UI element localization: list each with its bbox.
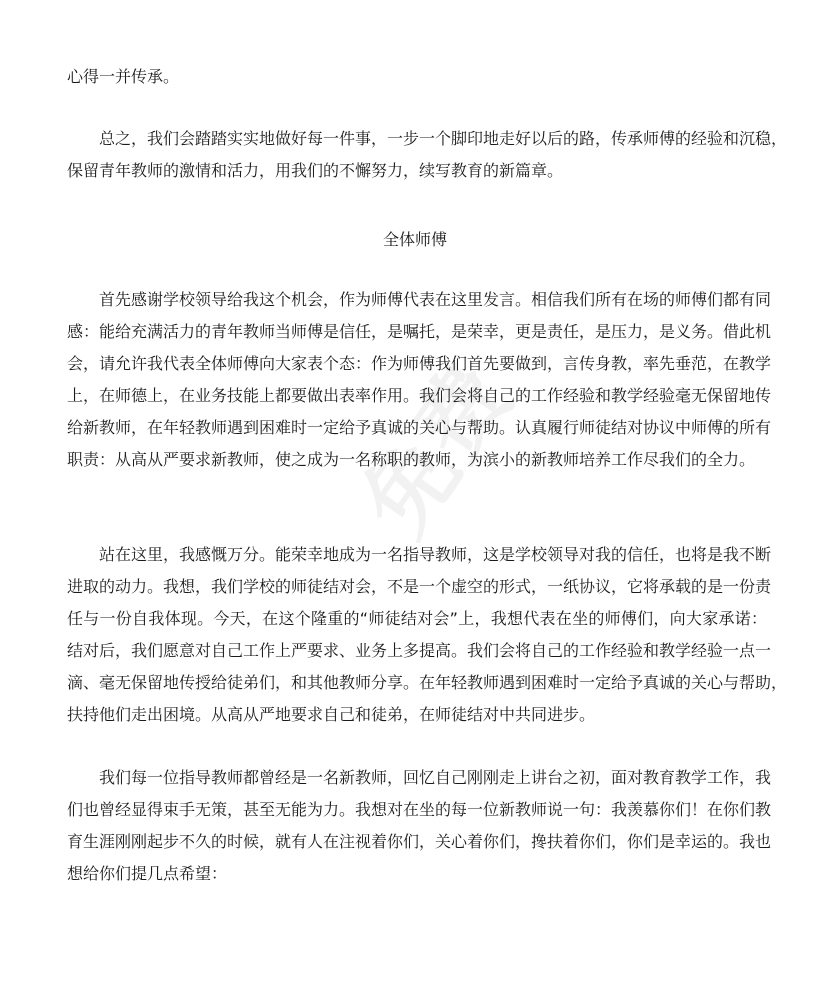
text-line: 感：能给充满活力的青年教师当师傅是信任，是嘱托，是荣幸，更是责任，是压力，是义务。借此机 — [67, 322, 772, 341]
text-line: 我们每一位指导教师都曾经是一名新教师，回忆自己刚刚走上讲台之初，面对教育教学工作，我 — [67, 768, 772, 787]
text-line: 职责：从高从严要求新教师，使之成为一名称职的教师，为滨小的新教师培养工作尽我们的全力。 — [67, 450, 756, 469]
text-line: 首先感谢学校领导给我这个机会，作为师傅代表在这里发言。相信我们所有在场的师傅们都有同 — [67, 290, 772, 309]
text-line: 上，在师德上，在业务技能上都要做出表率作用。我们会将自己的工作经验和教学经验毫无保留地传 — [67, 386, 772, 405]
text-line: 滴、毫无保留地传授给徒弟们，和其他教师分享。在年轻教师遇到困难时一定给予真诚的关心与帮助， — [67, 673, 788, 692]
text-line: 育生涯刚刚起步不久的时候，就有人在注视着你们，关心着你们，搀扶着你们，你们是幸运的。我也 — [67, 832, 772, 851]
text-line: 们也曾经显得束手无策，甚至无能为力。我想对在坐的每一位新教师说一句：我羡慕你们！在你们教 — [67, 800, 772, 819]
text-line: 心得一并传承。 — [67, 67, 180, 86]
paragraph — [67, 61, 767, 93]
text-line: 结对后，我们愿意对自己工作上严要求、业务上多提高。我们会将自己的工作经验和教学经验一点一 — [67, 641, 772, 660]
text-line: 想给你们提几点希望： — [67, 864, 228, 883]
text-line: 总之，我们会踏踏实实地做好每一件事，一步一个脚印地走好以后的路，传承师傅的经验和沉稳， — [67, 129, 788, 148]
text-line: 任与一份自我体现。今天，在这个隆重的“师徒结对会”上，我想代表在坐的师傅们，向大家承诺： — [67, 609, 767, 628]
paragraph — [67, 539, 788, 731]
watermark: 免费 — [342, 346, 532, 554]
text-line: 会，请允许我代表全体师傅向大家表个态：作为师傅我们首先要做到，言传身教，率先垂范，在教学 — [67, 354, 772, 373]
text-line: 站在这里，我感慨万分。能荣幸地成为一名指导教师，这是学校领导对我的信任，也将是我不断 — [67, 545, 772, 564]
text-line: 进取的动力。我想，我们学校的师徒结对会，不是一个虚空的形式，一纸协议，它将承载的是一份责 — [67, 577, 772, 596]
paragraph — [67, 284, 772, 476]
paragraph — [67, 123, 788, 187]
paragraph — [67, 762, 772, 890]
text-line: 扶持他们走出困境。从高从严地要求自己和徒弟，在师徒结对中共同进步。 — [67, 705, 596, 724]
text-line: 保留青年教师的激情和活力，用我们的不懈努力，续写教育的新篇章。 — [67, 161, 564, 180]
text-line: 给新教师，在年轻教师遇到困难时一定给予真诚的关心与帮助。认真履行师徒结对协议中师傅的所有 — [67, 418, 772, 437]
section-title: 全体师傅 — [382, 230, 447, 249]
